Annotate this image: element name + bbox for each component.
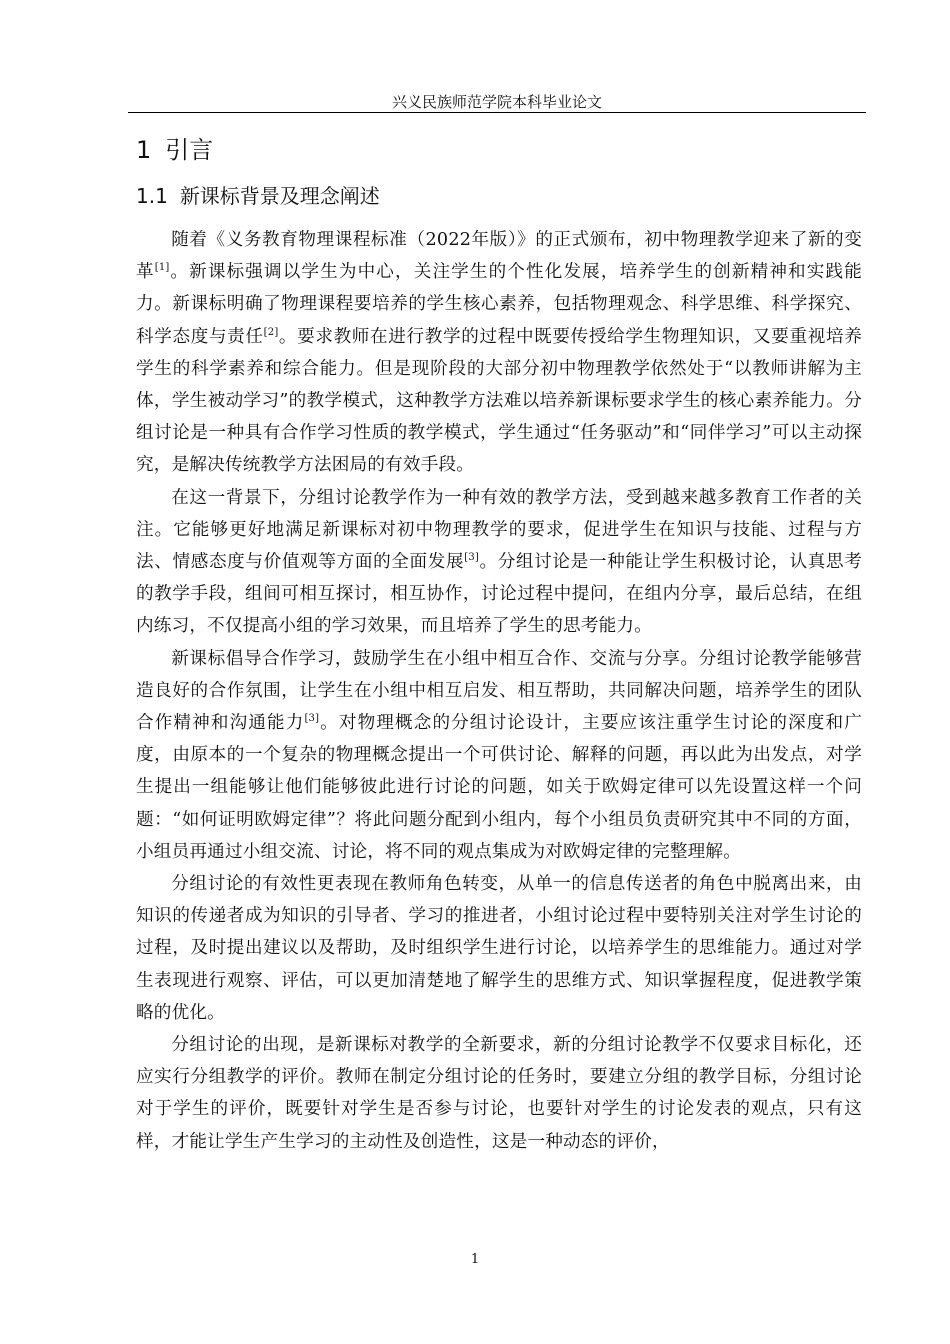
citation-ref: [3] xyxy=(304,713,320,725)
paragraph-text: 。要求教师在进行教学的过程中既要传授给学生物理知识，又要重视培养学生的科学素养和综合能力。但是现阶段的大部分初中物理教学依然处于“以教师讲解为主体，学生被动学习”的教学模式，这种教学方法难以培养新课标要求学生的核心素养能力。分组讨论是一种具有合作学习性质的教学模式，学生通过“任务驱动”和“同伴学习”可以主动探究，是解决传统教学方法困局的有效手段。 xyxy=(136,326,862,476)
paragraph-1 xyxy=(136,224,862,482)
paragraph-text: 随着《义务教育物理课程标准（2022年版）》的正式颁布，初中物理教学迎来了新的变革 xyxy=(136,230,862,283)
paragraph-text: 分组讨论的有效性更表现在教师角色转变，从单一的信息传送者的角色中脱离出来，由知识的传递者成为知识的引导者、学习的推进者，小组讨论过程中要特别关注对学生讨论的过程，及时提出建议以及帮助，及时组织学生进行讨论，以培养学生的思维能力。通过对学生表现进行观察、评估，可以更加清楚地了解学生的思维方式、知识掌握程度，促进教学策略的优化。 xyxy=(136,874,862,1023)
subsection-title: 新课标背景及理念阐述 xyxy=(179,184,380,208)
page-header: 兴义民族师范学院本科毕业论文 xyxy=(391,93,602,111)
paragraph-text: 。对物理概念的分组讨论设计，主要应该注重学生讨论的深度和广度，由原本的一个复杂的物理概念提出一个可供讨论、解释的问题，再以此为出发点，对学生提出一组能够让他们能够彼此进行讨论的问题，如关于欧姆定律可以先设置这样一个问题：“如何证明欧姆定律”？将此问题分配到小组内，每个小组员负责研究其中不同的方面，小组员再通过小组交流、讨论，将不同的观点集成为对欧姆定律的完整理解。 xyxy=(136,713,862,862)
paragraph-3 xyxy=(136,643,862,868)
paragraph-4 xyxy=(136,868,862,1029)
subsection-number: 1.1 xyxy=(136,184,168,208)
section-heading xyxy=(136,128,862,172)
citation-ref: [2] xyxy=(263,326,279,338)
citation-ref: [1] xyxy=(154,262,170,274)
section-number: 1 xyxy=(136,136,152,164)
page-body xyxy=(136,128,862,1158)
paragraph-2 xyxy=(136,482,862,643)
paragraph-5 xyxy=(136,1029,862,1158)
paragraph-text: 在这一背景下，分组讨论教学作为一种有效的教学方法，受到越来越多教育工作者的关注。它能够更好地满足新课标对初中物理教学的要求，促进学生在知识与技能、过程与方法、情感态度与价值观等方面的全面发展 xyxy=(136,487,862,573)
paragraph-text: 分组讨论的出现，是新课标对教学的全新要求，新的分组讨论教学不仅要求目标化，还应实行分组教学的评价。教师在制定分组讨论的任务时，要建立分组的教学目标，分组讨论对于学生的评价，既要针对学生是否参与讨论，也要针对学生的讨论发表的观点，只有这样，才能让学生产生学习的主动性及创造性，这是一种动态的评价， xyxy=(136,1035,862,1152)
header-rule xyxy=(128,112,866,113)
page-number: 1 xyxy=(470,1252,480,1267)
paragraph-text: 新课标倡导合作学习，鼓励学生在小组中相互合作、交流与分享。分组讨论教学能够营造良好的合作氛围，让学生在小组中相互启发、相互帮助，共同解决问题，培养学生的团队合作精神和沟通能力 xyxy=(136,648,862,734)
paragraph-text: 。分组讨论是一种能让学生积极讨论，认真思考的教学手段，组间可相互探讨，相互协作，讨论过程中提问，在组内分享，最后总结，在组内练习，不仅提高小组的学习效果，而且培养了学生的思考能力。 xyxy=(136,552,862,637)
section-title: 引言 xyxy=(165,136,214,164)
paragraph-text: 。新课标强调以学生为中心，关注学生的个性化发展，培养学生的创新精神和实践能力。新课标明确了物理课程要培养的学生核心素养，包括物理观念、科学思维、科学探究、科学态度与责任 xyxy=(136,262,862,347)
subsection-heading xyxy=(136,172,862,220)
citation-ref: [3] xyxy=(464,552,480,564)
